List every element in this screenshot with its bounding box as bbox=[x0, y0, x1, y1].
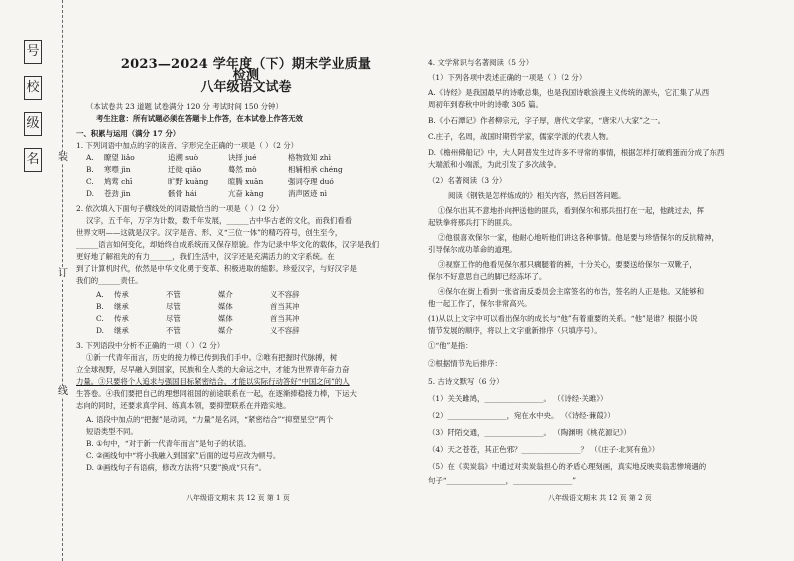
binding-dashed-line bbox=[62, 0, 63, 561]
q1-option-a: A. 瞭望 liǎo 追溯 suò 诀择 jué 格物致知 zhì bbox=[86, 153, 331, 162]
q2-text-line: 汉字，五千年，万字为计数，数千年发展，______古中华古老的文化，而我们看看 bbox=[86, 216, 353, 225]
q3-option-a: A. 语段中加点的“把握”是动词，“力量”是名词，“紧密结合”“抑塑星空”两个 bbox=[86, 415, 334, 424]
q5-item: （5）在《卖炭翁》中通过对卖炭翁担心的矛盾心理刻画，真实地反映卖翁悲惨境遇的 bbox=[428, 462, 707, 471]
binding-mark-zhuang: 装 bbox=[58, 152, 68, 163]
q5-item: （4）天之苍苍，其正色邪？________________？ （《庄子·北冥有鱼》） bbox=[428, 445, 660, 454]
q4-option-a: A.《诗经》是我国最早的诗歌总集，也是我国诗歌浪漫主义传统的源头，它汇集了从西 bbox=[428, 88, 710, 97]
exam-subtitle: 八年级语文试卷 bbox=[200, 80, 292, 95]
page-2 bbox=[428, 0, 778, 561]
exam-notice: 考生注意：所有试题必须在答题卡上作答，在本试卷上作答无效 bbox=[96, 114, 303, 123]
q1-option-c: C. 鸠莺 chī 旷野 kuàng 暄腾 xuān 强词夺理 duó bbox=[86, 177, 334, 186]
q3-text-line: 志向的同时，还要求真学问、练真本领，要抑塑联系在并踏实地。 bbox=[76, 401, 291, 410]
q2-option-a: A. 传承 不管 媒介 义不容辞 bbox=[96, 290, 300, 299]
q5-item: （3）阡陌交通，________________。 （陶渊明《桃花源记》） bbox=[428, 428, 631, 437]
q4-2-excerpt: 他一起工作了，保尔非常高兴。 bbox=[428, 299, 532, 308]
q4-2-excerpt: 引导保尔成功革命的道理。 bbox=[428, 245, 517, 254]
q1-option-b: B. 寒噤 jìn 迁徙 qiǎo 蓦然 mò 相辅相承 chéng bbox=[86, 165, 343, 174]
question-4-1: （1）下列各项中表述正确的一项是（ ）（2 分） bbox=[428, 73, 587, 82]
question-5: 5. 古诗文默写（6 分） bbox=[428, 377, 504, 386]
q4-2-excerpt: ①保尔出其不意地扑向押送他的匪兵，看到保尔和那兵扭打在一起，他跳过去，挥 bbox=[438, 206, 705, 215]
side-label-grade: 级 bbox=[24, 112, 42, 136]
q4-option-a-cont: 周初年到春秋中叶的诗歌 305 篇。 bbox=[428, 100, 543, 109]
q3-option-d: D. ③画线句子有语病，修改方法将“只要”换成“只有”。 bbox=[86, 463, 266, 472]
question-4: 4. 文学常识与名著阅读（5 分） bbox=[428, 58, 534, 67]
q2-option-c: C. 传承 尽管 媒体 首当其冲 bbox=[96, 314, 300, 323]
q5-item: （2）________________，宛在水中央。 （《诗经·蒹葭》） bbox=[428, 411, 615, 420]
page-1-footer: 八年级语文期末 共 12 页 第 1 页 bbox=[186, 494, 290, 502]
q4-2-excerpt: 起铁拳将那兵打下的匪兵。 bbox=[428, 218, 517, 227]
binding-mark-ding: 订 bbox=[58, 268, 68, 279]
q3-text-line: 生答卷。④我们要把自己的理想同祖国的前途联系在一起，在逐渐捧稳接力棒，下运大 bbox=[76, 389, 357, 398]
question-1: 1. 下列词语中加点的字的读音、字形完全正确的一项是（ ）（2 分） bbox=[76, 141, 299, 150]
exam-title: 2023—2024 学年度（下）期末学业质量检测 bbox=[120, 57, 372, 83]
q2-option-d: D. 继承 不管 媒介 义不容辞 bbox=[96, 326, 300, 335]
q2-text-line: 更好地了解祖先的有力______，我们生活中，汉字还是充满活力的文字系统。在 bbox=[76, 252, 335, 261]
q2-text-line: 到了计算机时代，依然是中华文化勇于变革、积极进取的缩影。珍爱汉字，与好汉字是 bbox=[76, 264, 357, 273]
page-2-footer: 八年级语文期末 共 12 页 第 2 页 bbox=[548, 494, 652, 502]
q3-text-line: 立全球视野，尽早融入到国家，民族和全人类的大命运之中，才能为世界青年奋力奋 bbox=[76, 365, 350, 374]
q2-text-line: ______语言如何变化，却始终自成系统而又保存原貌。作为记录中华文化的载体，汉字是我们 bbox=[76, 240, 380, 249]
q4-2-excerpt: 保尔不好意思自己的脚已经冻坏了。 bbox=[428, 272, 547, 281]
q4-2-answer-1: ①“他”是指： bbox=[428, 341, 473, 350]
q5-item: （1）关关雎鸠，________________。 （《诗经·关雎》） bbox=[428, 394, 608, 403]
side-label-name: 名 bbox=[24, 148, 42, 172]
side-label-school: 校 bbox=[24, 76, 42, 100]
binding-mark-xian: 线 bbox=[58, 386, 68, 397]
q5-item: 句子“________________，________________” bbox=[428, 476, 576, 485]
q4-option-d: D.《檐州佛船记》中，大人阿普发生过许多不寻常的事情，根据怎样打破鸦蛋而分成了东西 bbox=[428, 148, 725, 157]
q4-option-b: B.《小石潭记》作者柳宗元，字子厚，唐代文学家，“唐宋八大家”之一。 bbox=[428, 116, 666, 125]
q3-text-line: 力量。③只要将个人追求与强国目标紧密结合，才能以实际行动答好“中国之问”的人 bbox=[76, 377, 350, 386]
q2-option-b: B. 继承 尽管 媒体 首当其冲 bbox=[96, 302, 300, 311]
q2-text-line: 我们的______责任。 bbox=[76, 276, 143, 285]
q4-option-c: C.庄子，名周，战国时期哲学家，儒家学派的代表人物。 bbox=[428, 132, 614, 141]
q4-option-d-cont: 大端派和小端派，为此引发了多次战争。 bbox=[428, 160, 562, 169]
q2-text-line: 世界文明——这就是汉字。汉字是音、形、义“三位一体”的精巧符号，创生至今， bbox=[76, 228, 343, 237]
q3-option-b: B. ①句中，“对于新一代青年而言”是句子的状语。 bbox=[86, 439, 251, 448]
q3-option-a-cont: 短语类型不同。 bbox=[86, 427, 138, 436]
q1-option-d: D. 苍劲 jìn 骸骨 hái 亢奋 kàng 消声匿迹 nì bbox=[86, 189, 328, 198]
question-2: 2. 依次填入下面句子横线处的词语最恰当的一项是（ ）（2 分） bbox=[76, 204, 284, 213]
exam-info: （本试卷共 23 道题 试卷满分 120 分 考试时间 150 分钟） bbox=[86, 102, 283, 111]
section-1-heading: 一、积累与运用（满分 17 分） bbox=[76, 129, 181, 138]
q4-2-excerpt: ②他很喜欢保尔一家，他耐心地听他们讲这各种事情。他是要与珍惜保尔的反抗精神， bbox=[438, 233, 719, 242]
page-1 bbox=[76, 0, 414, 561]
q4-2-excerpt: ④保尔在街上看到一张省南反委员会主席签名的布告，签名的人正是他。又能够和 bbox=[438, 287, 705, 296]
q4-2-answer-2: ②根据情节先后排序： bbox=[428, 359, 502, 368]
q3-text-line: ①新一代青年而言，历史的接力棒已传到我们手中。②唯有把握时代脉搏，树 bbox=[86, 353, 338, 362]
q4-2-excerpt: ③视察工作的他看见保尔那只瘸腿着的裤，十分关心，要要送给保尔一双靴子， bbox=[438, 260, 697, 269]
side-label-number: 号 bbox=[24, 40, 42, 64]
q4-2-question-cont: 情节发展的顺序，将以上文字重新排序（只填序号）。 bbox=[428, 326, 602, 335]
q3-option-c: C. ②画线句中“将小我融入到国家”后面的逗号应改为顿号。 bbox=[86, 451, 281, 460]
question-3: 3. 下列语段中分析不正确的一项（ ）（2 分） bbox=[76, 341, 225, 350]
q4-2-intro: 阅读《钢铁是怎样炼成的》相关内容，然后回答问题。 bbox=[448, 191, 626, 200]
q4-2-question: (1)从以上文字中可以看出保尔的成长与“他”有着重要的关系。“他”是谁？根据小说 bbox=[428, 314, 698, 323]
binding-margin bbox=[0, 0, 58, 561]
question-4-2: （2）名著阅读（3 分） bbox=[428, 176, 507, 185]
